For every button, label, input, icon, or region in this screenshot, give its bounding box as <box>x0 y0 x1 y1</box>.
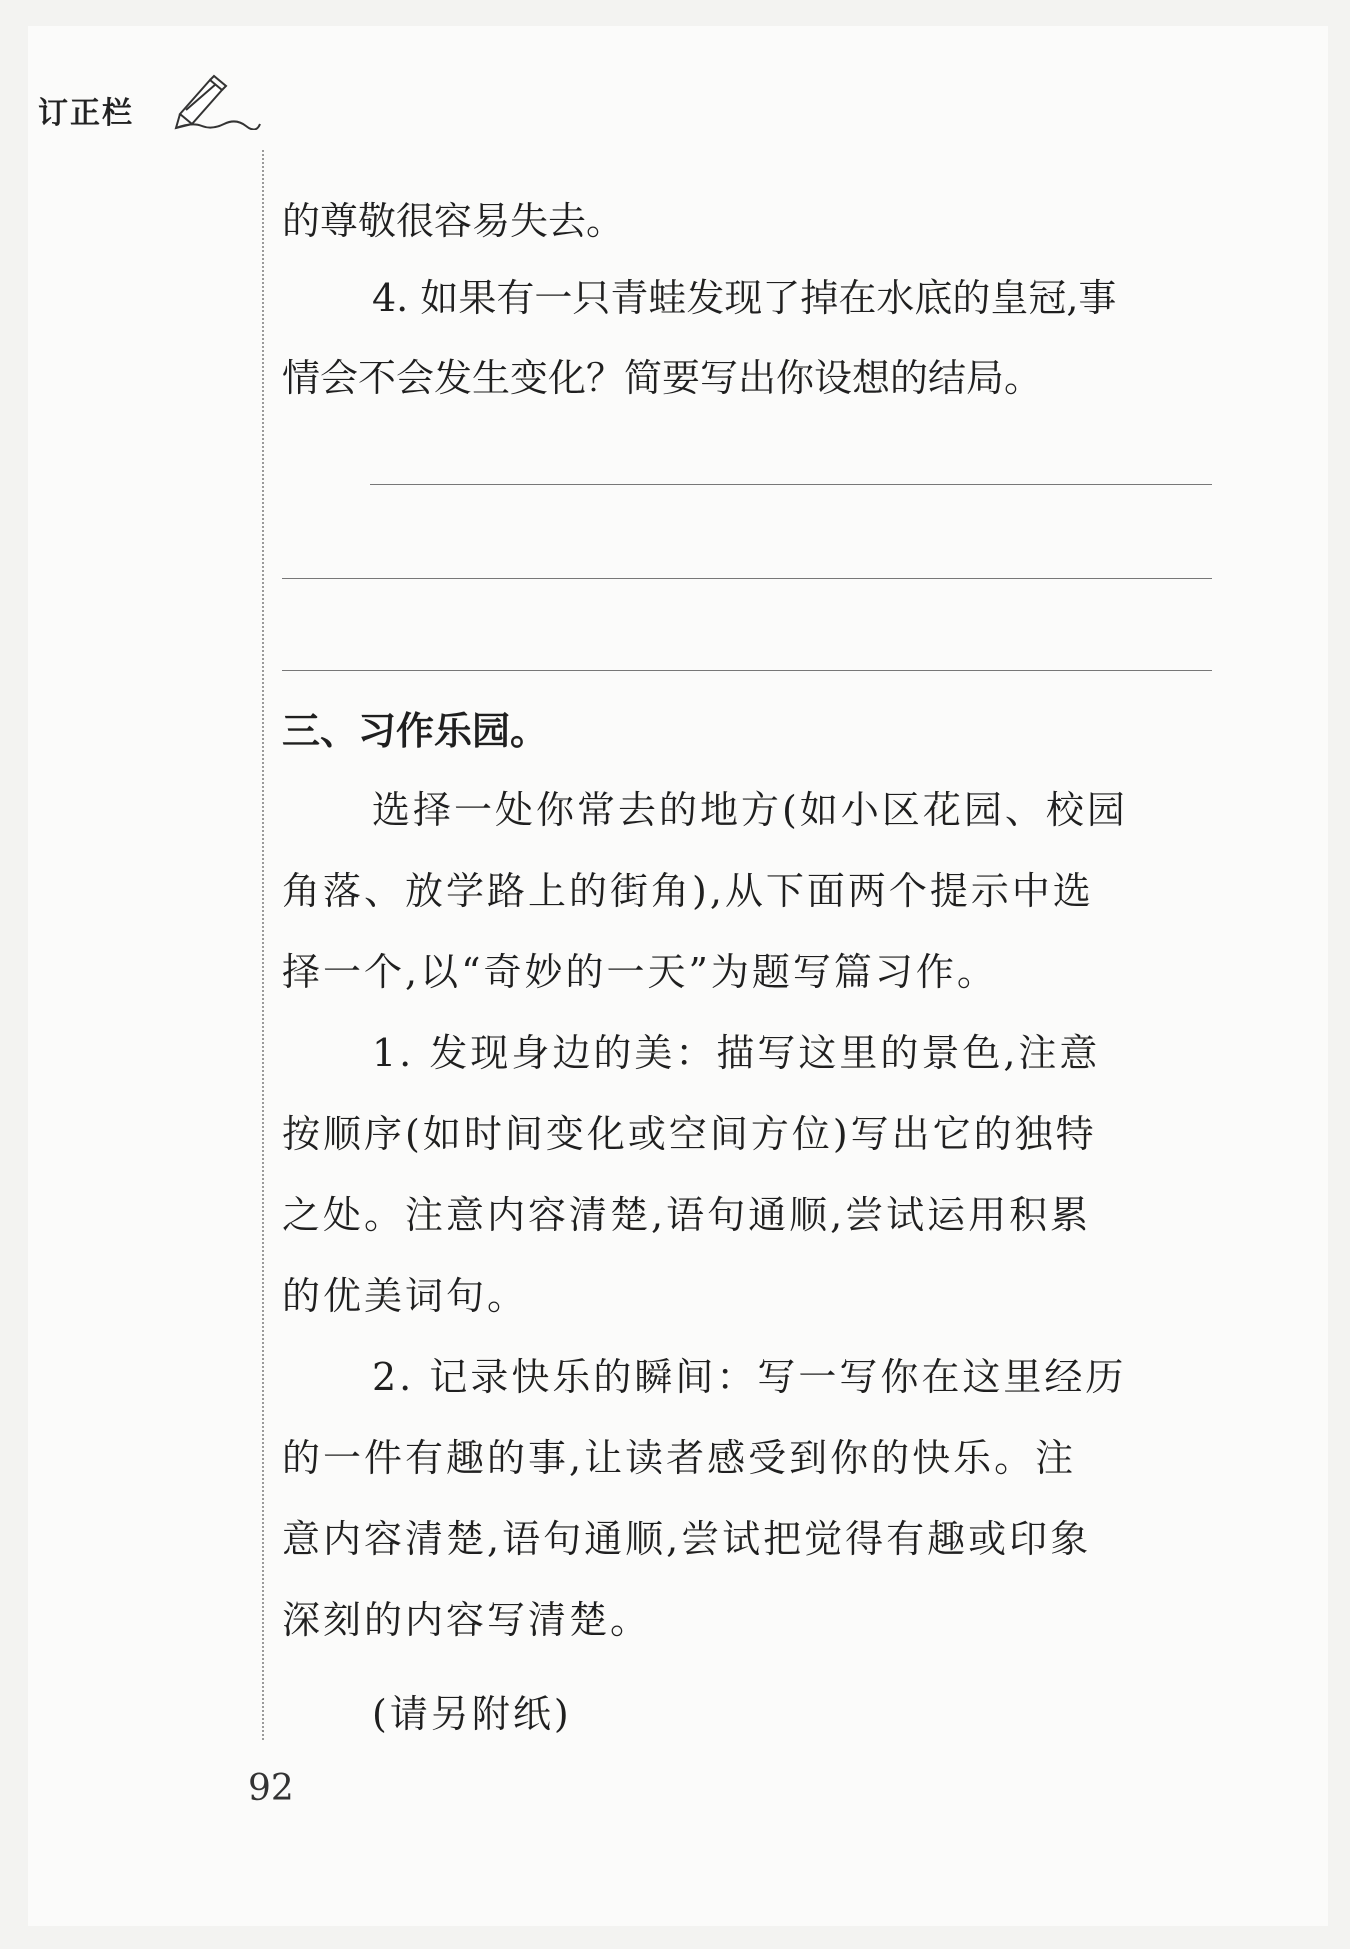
pencil-icon <box>172 70 262 130</box>
tip-1-line: 的优美词句。 <box>282 1274 529 1318</box>
question-4-line-1: 4. 如果有一只青蛙发现了掉在水底的皇冠,事 <box>372 276 1117 320</box>
tip-1-line: 之处。注意内容清楚,语句通顺,尝试运用积累 <box>282 1193 1092 1237</box>
attach-paper-note: (请另附纸) <box>372 1692 572 1736</box>
essay-intro-line: 择一个,以“奇妙的一天”为题写篇习作。 <box>282 950 998 994</box>
answer-line-1[interactable] <box>370 484 1212 485</box>
correction-column-label: 订正栏 <box>38 96 134 131</box>
tip-2-line: 2. 记录快乐的瞬间：写一写你在这里经历 <box>372 1355 1127 1399</box>
tip-2-line: 意内容清楚,语句通顺,尝试把觉得有趣或印象 <box>282 1517 1092 1561</box>
margin-dotted-line <box>262 150 264 1740</box>
tip-2-line: 深刻的内容写清楚。 <box>282 1598 652 1642</box>
tip-1-line: 按顺序(如时间变化或空间方位)写出它的独特 <box>282 1112 1097 1156</box>
answer-line-2[interactable] <box>282 578 1212 579</box>
essay-intro-line: 角落、放学路上的街角),从下面两个提示中选 <box>282 869 1094 913</box>
continuation-text: 的尊敬很容易失去。 <box>282 199 625 243</box>
tip-1-line: 1. 发现身边的美：描写这里的景色,注意 <box>372 1031 1101 1075</box>
answer-line-3[interactable] <box>282 670 1212 671</box>
section-title: 三、习作乐园。 <box>282 709 549 753</box>
essay-intro-line: 选择一处你常去的地方(如小区花园、校园 <box>372 788 1128 832</box>
question-4-line-2: 情会不会发生变化？简要写出你设想的结局。 <box>282 356 1043 400</box>
tip-2-line: 的一件有趣的事,让读者感受到你的快乐。注 <box>282 1436 1077 1480</box>
page-number: 92 <box>248 1768 294 1809</box>
